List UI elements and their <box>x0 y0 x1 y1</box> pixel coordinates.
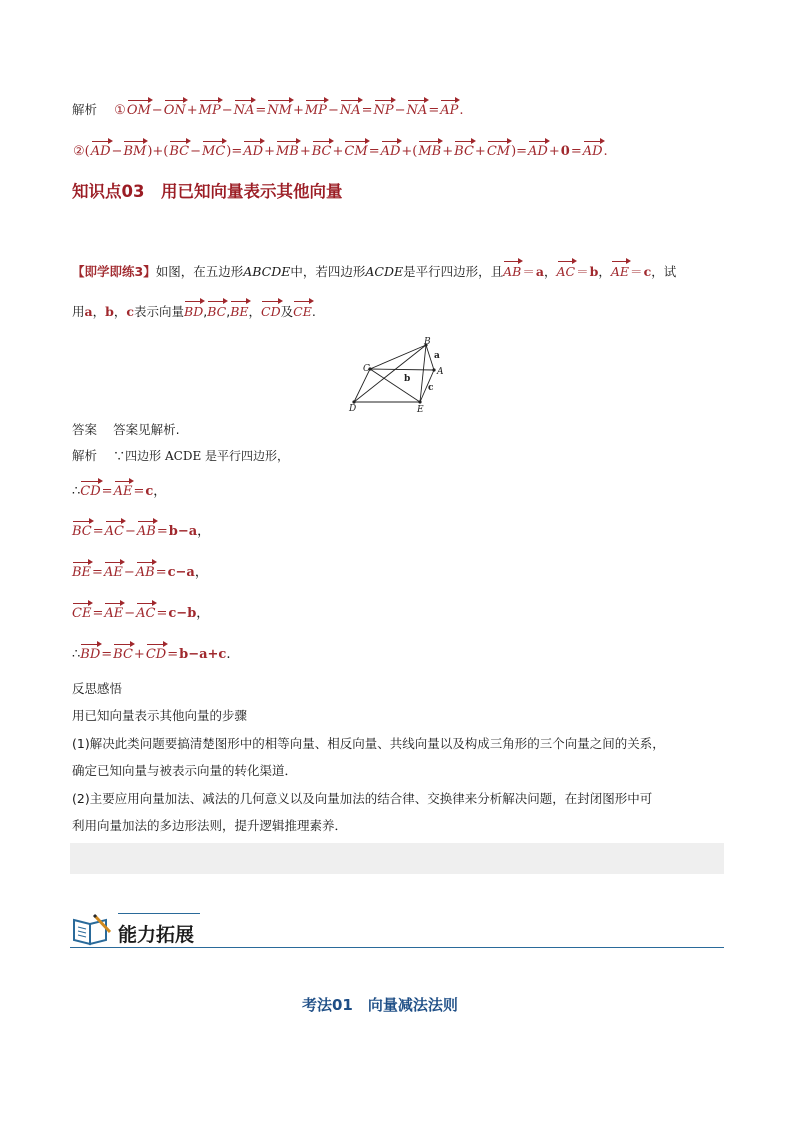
label-vec-c: c <box>428 383 434 393</box>
book-pencil-icon <box>70 912 114 948</box>
label-E: E <box>417 405 424 415</box>
solution-line-3: BE=AE−AB=c−a， <box>72 563 208 583</box>
segment-CB <box>370 345 426 369</box>
reflection-p2a: (2)主要应用向量加法、减法的几何意义以及向量加法的结合律、交换律来分析解决问题，在封闭图形中可 <box>72 791 653 806</box>
reflection-subtitle: 用已知向量表示其他向量的步骤 <box>72 708 248 723</box>
solution-line-5: ∴BD=BC+CD=b−a+c. <box>72 645 230 665</box>
label-vec-b: b <box>404 374 411 384</box>
reflection-p1a: (1)解决此类问题要搞清楚图形中的相等向量、相反向量、共线向量以及构成三角形的三个向量之间的关系， <box>72 736 665 751</box>
solution-line-1: ∴CD=AE=c， <box>72 482 166 502</box>
label-D: D <box>349 404 357 414</box>
analysis-line-1 <box>72 100 465 121</box>
label-A: A <box>437 367 444 377</box>
exercise-line-1: 【即学即练3】如图，在五边形ABCDE中，若四边形ACDE是平行四边形，且AB＝a，AC＝b，AE＝c，试 <box>72 262 676 282</box>
ability-title: 能力拓展 <box>118 924 195 946</box>
solution-line-4: CE=AE−AC=c−b， <box>72 604 209 624</box>
solution-intro: 解析 ∵四边形 ACDE 是平行四边形， <box>72 448 290 463</box>
analysis-label: 解析 <box>72 102 98 117</box>
segment-BA <box>426 345 434 370</box>
segment-BE <box>420 345 426 402</box>
ability-top-rule <box>118 913 200 914</box>
section-title: 知识点03 用已知向量表示其他向量 <box>72 182 343 201</box>
point-A <box>432 368 435 371</box>
answer-label: 答案 <box>72 422 98 437</box>
reflection-title: 反思感悟 <box>72 681 123 696</box>
answer-text: 答案见解析. <box>113 422 180 437</box>
equation-1: ①OM−ON+MP−NA=NM+MP−NA=NP−NA=AP. <box>113 103 464 118</box>
kaofa-title: 考法01 向量减法法则 <box>302 996 458 1014</box>
point-E <box>418 400 421 403</box>
reflection-p1b: 确定已知向量与被表示向量的转化渠道． <box>72 763 298 778</box>
segment-CA <box>370 369 434 370</box>
blank-note-box <box>70 843 724 874</box>
equation-2: ②(AD−BM)+(BC−MC)=AD+MB+BC+CM=AD+(MB+BC+CM)=AD+0=AD. <box>72 142 609 162</box>
exercise-tag: 【即学即练3】 <box>72 264 156 279</box>
label-C: C <box>363 364 370 374</box>
answer-line <box>72 420 180 441</box>
label-vec-a: a <box>434 351 440 361</box>
reflection-p2b: 利用向量加法的多边形法则，提升逻辑推理素养． <box>72 818 348 833</box>
solution-line-2: BC=AC−AB=b−a， <box>72 522 210 542</box>
label-B: B <box>424 337 431 347</box>
segment-CE <box>370 369 420 402</box>
ability-rule <box>70 947 724 948</box>
exercise-line-2: 用a，b，c表示向量BD,BC,BE，CD及CE. <box>72 302 316 322</box>
pentagon-figure <box>346 336 456 416</box>
solution-label: 解析 <box>72 448 98 463</box>
